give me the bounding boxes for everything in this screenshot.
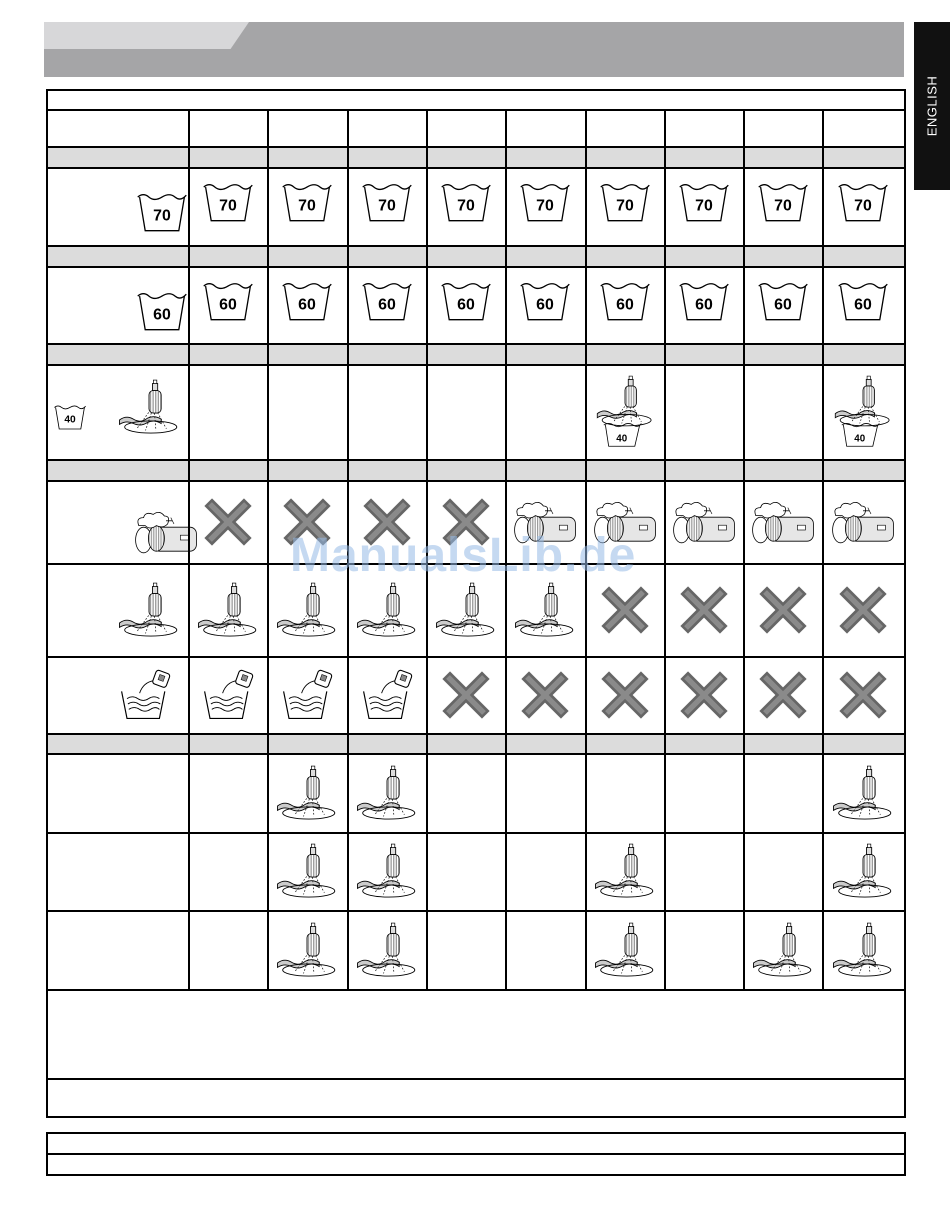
cross-icon-wrap — [439, 668, 493, 727]
tub-temperature-label: 60 — [218, 295, 237, 313]
tub-temperature-label: 70 — [536, 197, 554, 215]
table-hline — [46, 245, 906, 247]
language-tab-label: ENGLISH — [924, 75, 940, 137]
spray-bottle-icon-wrap — [512, 581, 578, 644]
cross-icon — [439, 668, 493, 722]
soak-basin-icon-wrap — [360, 669, 414, 726]
table-hline — [46, 910, 906, 912]
tub-70-icon-wrap — [134, 189, 190, 240]
tub-temperature-label: 70 — [153, 207, 171, 225]
cross-icon — [201, 495, 255, 549]
spray-bottle-icon — [274, 581, 340, 639]
section-band — [48, 247, 904, 266]
tub-temperature-label: 60 — [153, 305, 171, 323]
spray-bottle-icon-wrap — [354, 842, 420, 905]
tub-60-icon-wrap — [835, 278, 891, 329]
tub-60-icon — [517, 278, 573, 324]
cross-icon-wrap — [598, 583, 652, 642]
tumble-dryer-icon-wrap — [751, 499, 815, 550]
tub-70-icon-wrap — [359, 179, 415, 230]
tub-60-icon — [279, 278, 335, 324]
language-tab[interactable] — [914, 22, 950, 190]
tub-60-icon — [359, 278, 415, 324]
tub-70-icon — [755, 179, 811, 225]
table-column-divider — [822, 109, 824, 989]
tub-70-icon-wrap — [517, 179, 573, 230]
tub-40-icon — [52, 402, 88, 432]
tub-temperature-label: 70 — [854, 197, 872, 215]
spray-bottle-icon-wrap — [830, 842, 896, 905]
spray-bottle-icon-wrap — [116, 378, 182, 441]
spray-bottle-icon-wrap — [830, 764, 896, 827]
soak-basin-icon — [360, 669, 414, 721]
spray-bottle-icon — [830, 764, 896, 822]
table-hline — [46, 733, 906, 735]
cross-icon-wrap — [836, 668, 890, 727]
table-hline — [46, 1078, 906, 1080]
tumble-dryer-icon-wrap — [831, 499, 895, 550]
spray-bottle-icon — [116, 378, 182, 436]
tub-70-icon-wrap — [676, 179, 732, 230]
tub-60-icon — [755, 278, 811, 324]
tub-temperature-label: 70 — [218, 197, 237, 215]
tub-70-icon-wrap — [438, 179, 494, 230]
cross-icon-wrap — [677, 583, 731, 642]
table-hline — [46, 1116, 906, 1118]
spray-bottle-icon — [354, 764, 420, 822]
spray-bottle-icon-wrap — [354, 764, 420, 827]
cross-icon — [836, 583, 890, 637]
tumble-dryer-icon — [751, 499, 815, 545]
header-tab — [44, 22, 249, 49]
tub-40-icon-wrap — [52, 402, 88, 437]
spray-bottle-icon-wrap — [274, 764, 340, 827]
tub-temperature-label: 60 — [536, 295, 554, 313]
spray-tub-40-icon — [832, 374, 894, 450]
cross-icon — [518, 668, 572, 722]
tumble-dryer-icon — [831, 499, 895, 545]
footer-hline — [46, 1153, 906, 1155]
tub-70-icon — [438, 179, 494, 225]
tub-60-icon — [676, 278, 732, 324]
section-band — [48, 735, 904, 753]
spray-bottle-icon-wrap — [433, 581, 499, 644]
table-hline — [46, 109, 906, 111]
spray-bottle-icon-wrap — [592, 921, 658, 984]
tub-60-icon — [134, 288, 190, 334]
spray-tub-40-icon-wrap — [832, 374, 894, 455]
tub-60-icon — [200, 278, 256, 324]
tub-70-icon — [279, 179, 335, 225]
table-hline — [46, 989, 906, 991]
tub-70-icon — [517, 179, 573, 225]
table-hline — [46, 480, 906, 482]
tub-60-icon-wrap — [359, 278, 415, 329]
spray-bottle-icon — [433, 581, 499, 639]
tumble-dryer-icon-wrap — [672, 499, 736, 550]
tub-60-icon-wrap — [134, 288, 190, 339]
tub-60-icon — [835, 278, 891, 324]
soak-basin-icon — [201, 669, 255, 721]
tub-temperature-label: 70 — [694, 197, 713, 215]
soak-basin-icon-wrap — [118, 669, 172, 726]
cross-icon-wrap — [201, 495, 255, 554]
tub-70-icon — [359, 179, 415, 225]
table-hline — [46, 364, 906, 366]
tub-70-icon — [676, 179, 732, 225]
tub-60-icon-wrap — [200, 278, 256, 329]
spray-bottle-icon-wrap — [354, 581, 420, 644]
tub-60-icon-wrap — [755, 278, 811, 329]
spray-tub-40-icon-wrap — [594, 374, 656, 455]
watermark: ManualsLib.de — [290, 529, 637, 582]
cross-icon — [756, 583, 810, 637]
spray-bottle-icon — [354, 842, 420, 900]
spray-bottle-icon — [592, 921, 658, 979]
section-band — [48, 461, 904, 480]
spray-bottle-icon-wrap — [830, 921, 896, 984]
spray-bottle-icon — [512, 581, 578, 639]
spray-tub-40-icon — [594, 374, 656, 450]
tub-70-icon-wrap — [597, 179, 653, 230]
tub-60-icon-wrap — [517, 278, 573, 329]
footer-hline — [46, 1174, 906, 1176]
tub-temperature-label: 40 — [615, 432, 627, 444]
table-border-left — [46, 89, 48, 1118]
spray-bottle-icon — [116, 581, 182, 639]
spray-bottle-icon-wrap — [750, 921, 816, 984]
tub-70-icon-wrap — [835, 179, 891, 230]
tub-70-icon-wrap — [279, 179, 335, 230]
table-column-divider — [267, 109, 269, 989]
soak-basin-icon-wrap — [280, 669, 334, 726]
spray-bottle-icon-wrap — [354, 921, 420, 984]
tub-temperature-label: 40 — [64, 414, 76, 426]
tub-60-icon-wrap — [597, 278, 653, 329]
tub-60-icon — [597, 278, 653, 324]
spray-bottle-icon — [830, 842, 896, 900]
tub-temperature-label: 60 — [854, 295, 872, 313]
table-hline — [46, 146, 906, 148]
table-hline — [46, 167, 906, 169]
tub-70-icon — [835, 179, 891, 225]
tub-temperature-label: 60 — [456, 295, 475, 313]
tub-70-icon — [200, 179, 256, 225]
spray-bottle-icon-wrap — [274, 842, 340, 905]
spray-bottle-icon — [274, 764, 340, 822]
spray-bottle-icon — [274, 921, 340, 979]
spray-bottle-icon — [750, 921, 816, 979]
spray-bottle-icon — [195, 581, 261, 639]
cross-icon-wrap — [756, 668, 810, 727]
table-column-divider — [664, 109, 666, 989]
tub-70-icon — [597, 179, 653, 225]
section-band — [48, 345, 904, 364]
tub-temperature-label: 70 — [298, 197, 316, 215]
tub-temperature-label: 70 — [456, 197, 475, 215]
cross-icon-wrap — [677, 668, 731, 727]
table-hline — [46, 266, 906, 268]
table-hline — [46, 832, 906, 834]
cross-icon — [756, 668, 810, 722]
cross-icon — [836, 668, 890, 722]
table-column-divider — [188, 109, 190, 989]
tumble-dryer-icon — [672, 499, 736, 545]
spray-bottle-icon-wrap — [195, 581, 261, 644]
cross-icon-wrap — [836, 583, 890, 642]
table-hline — [46, 89, 906, 91]
cross-icon — [598, 668, 652, 722]
tub-temperature-label: 70 — [615, 197, 634, 215]
spray-bottle-icon — [354, 581, 420, 639]
tub-60-icon-wrap — [676, 278, 732, 329]
tub-60-icon — [438, 278, 494, 324]
tub-70-icon-wrap — [200, 179, 256, 230]
tub-temperature-label: 70 — [377, 197, 396, 215]
tub-60-icon-wrap — [438, 278, 494, 329]
section-band — [48, 148, 904, 167]
soak-basin-icon — [280, 669, 334, 721]
cross-icon-wrap — [756, 583, 810, 642]
spray-bottle-icon-wrap — [116, 581, 182, 644]
tub-70-icon — [134, 189, 190, 235]
tub-temperature-label: 60 — [615, 295, 634, 313]
table-hline — [46, 656, 906, 658]
tub-temperature-label: 70 — [773, 197, 792, 215]
spray-bottle-icon-wrap — [274, 581, 340, 644]
table-hline — [46, 753, 906, 755]
tub-temperature-label: 60 — [298, 295, 316, 313]
tub-70-icon-wrap — [755, 179, 811, 230]
tub-temperature-label: 40 — [854, 432, 866, 444]
table-column-divider — [743, 109, 745, 989]
cross-icon-wrap — [518, 668, 572, 727]
table-border-right — [904, 89, 906, 1118]
tub-temperature-label: 60 — [377, 295, 396, 313]
table-hline — [46, 459, 906, 461]
spray-bottle-icon-wrap — [592, 842, 658, 905]
footer-border-right — [904, 1132, 906, 1176]
spray-bottle-icon — [592, 842, 658, 900]
cross-icon-wrap — [598, 668, 652, 727]
cross-icon — [677, 583, 731, 637]
cross-icon — [677, 668, 731, 722]
soak-basin-icon — [118, 669, 172, 721]
tub-60-icon-wrap — [279, 278, 335, 329]
spray-bottle-icon — [830, 921, 896, 979]
soak-basin-icon-wrap — [201, 669, 255, 726]
tub-temperature-label: 60 — [694, 295, 713, 313]
spray-bottle-icon — [274, 842, 340, 900]
cross-icon — [598, 583, 652, 637]
tub-temperature-label: 60 — [773, 295, 792, 313]
table-hline — [46, 343, 906, 345]
spray-bottle-icon — [354, 921, 420, 979]
footer-hline — [46, 1132, 906, 1134]
spray-bottle-icon-wrap — [274, 921, 340, 984]
footer-border-left — [46, 1132, 48, 1176]
